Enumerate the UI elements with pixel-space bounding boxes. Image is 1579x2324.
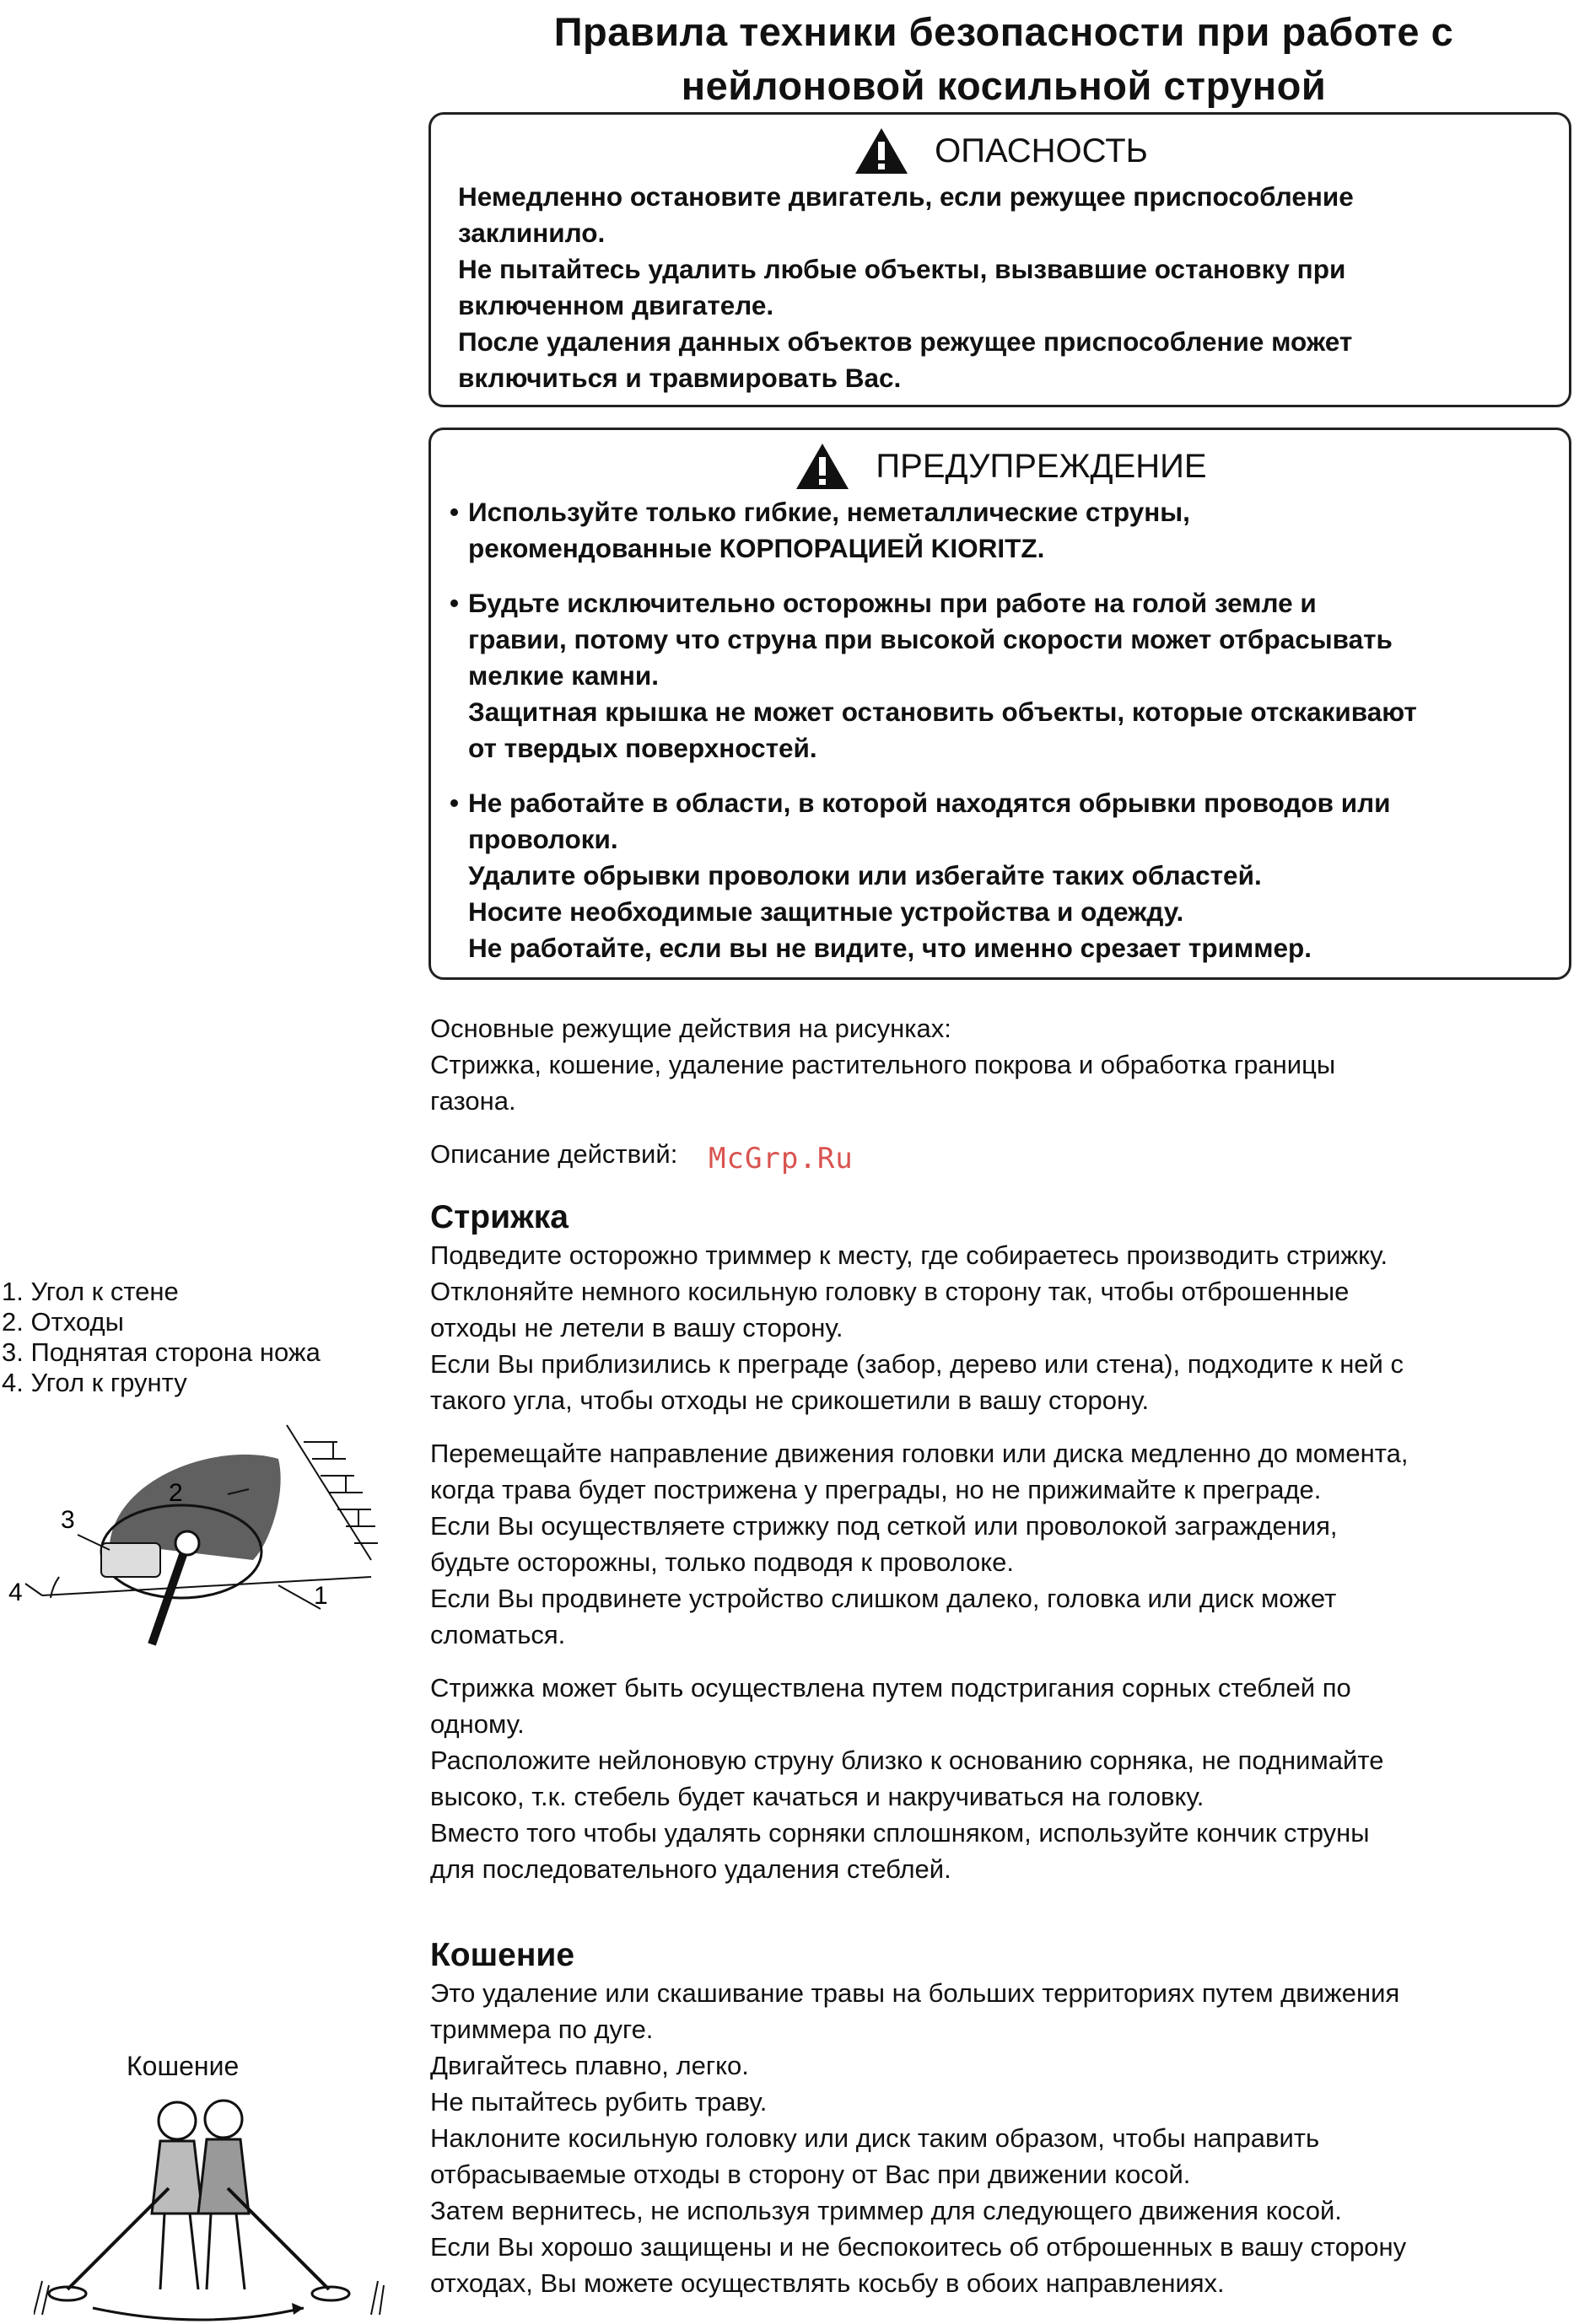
- warning-line: Будьте исключительно осторожны при работе на голой земле и: [468, 588, 1317, 618]
- danger-box: [428, 112, 1571, 407]
- warning-line: рекомендованные КОРПОРАЦИЕЙ KIORITZ.: [468, 533, 1045, 563]
- mowing-section: [430, 1936, 1569, 2318]
- legend-item: 2. Отходы: [2, 1307, 124, 1337]
- legend-item: 1. Угол к стене: [2, 1277, 179, 1306]
- section-heading: Стрижка: [430, 1199, 569, 1235]
- callout-1: 1: [314, 1582, 328, 1610]
- paragraph: Перемещайте направление движения головки или диска медленно до момента, когда трава будет пострижена у преграды, но не прижимайте к преграде. Если Вы осуществляете стрижку под сеткой или проволокой заграждения, будьте осторожны, только подводя к проволоке. Если Вы продвинете устройство слишком далеко, головка или диск может сломаться.: [430, 1439, 1409, 1649]
- callout-4: 4: [8, 1579, 23, 1606]
- title-line: Правила техники безопасности при работе с: [553, 9, 1454, 54]
- page-title: [430, 5, 1577, 113]
- wall-shape: [287, 1425, 378, 1560]
- paragraph: Подведите осторожно триммер к месту, где собираетесь производить стрижку. Отклоняйте немного косильную головку в сторону так, чтобы отброшенные отходы не летели в вашу сторону. Если Вы приблизились к преграде (забор, дерево или стена), подходите к ней с такого угла, чтобы отходы не срикошетили в вашу сторону.: [430, 1240, 1404, 1415]
- intro-line: газона.: [430, 1086, 516, 1116]
- intro-line: Основные режущие действия на рисунках:: [430, 1014, 951, 1043]
- warning-bullet: • Используйте только гибкие, неметаллические струны, рекомендованные КОРПОРАЦИЕЙ KIORITZ.: [450, 494, 1552, 567]
- warning-line: Носите необходимые защитные устройства и одежду.: [468, 896, 1184, 927]
- callout-2: 2: [169, 1479, 183, 1507]
- warning-triangle-icon: [854, 126, 909, 175]
- warning-line: от твердых поверхностей.: [468, 733, 817, 763]
- danger-line: включиться и травмировать Вас.: [458, 363, 902, 393]
- mowing-illustration: [34, 2087, 388, 2324]
- danger-line: После удаления данных объектов режущее приспособление может: [458, 326, 1353, 357]
- mowing-figure-label: Кошение: [127, 2051, 240, 2081]
- warning-line: проволоки.: [468, 824, 618, 854]
- arrow-head-icon: [292, 2303, 304, 2315]
- legend-item: 4. Угол к грунту: [2, 1368, 187, 1397]
- warning-line: Не работайте, если вы не видите, что именно срезает триммер.: [468, 933, 1312, 963]
- warning-triangle-icon: [795, 442, 850, 491]
- warning-line: Используйте только гибкие, неметаллические струны,: [468, 497, 1190, 527]
- warning-line: Защитная крышка не может остановить объекты, которые отскакивают: [468, 697, 1417, 727]
- trimming-section: [430, 1198, 1569, 1904]
- warning-heading-label: ПРЕДУПРЕЖДЕНИЕ: [876, 448, 1207, 485]
- danger-line: включенном двигателе.: [458, 290, 774, 320]
- warning-box: [428, 428, 1571, 980]
- arc-arrow-icon: [93, 2308, 304, 2320]
- legend-item: 3. Поднятая сторона ножа: [2, 1337, 321, 1367]
- intro-desc: Описание действий:: [430, 1139, 678, 1169]
- warning-line: Не работайте в области, в которой находятся обрывки проводов или: [468, 788, 1391, 818]
- worker-figure: [198, 2101, 249, 2289]
- warning-bullet: • Будьте исключительно осторожны при работе на голой земле и гравии, потому что струна при высокой скорости может отбрасывать мелкие камни. Защитная крышка не может остановить объекты, которые отскакивают от твердых поверхностей.: [450, 585, 1552, 767]
- figure-legend: [2, 1277, 321, 1398]
- warning-bullet: • Не работайте в области, в которой находятся обрывки проводов или проволоки. Удалите обрывки проволоки или избегайте таких областей. Носите необходимые защитные устройства и одежду. Не работайте, если вы не видите, что именно срезает триммер.: [450, 785, 1552, 966]
- warning-line: гравии, потому что струна при высокой скорости может отбрасывать: [468, 624, 1393, 654]
- title-line: нейлоновой косильной струной: [681, 63, 1327, 108]
- warning-line: мелкие камни.: [468, 660, 659, 691]
- section-heading: Кошение: [430, 1937, 575, 1973]
- trimming-illustration: [0, 1408, 388, 1661]
- paragraph: Стрижка может быть осуществлена путем подстригания сорных стеблей по одному. Расположите нейлоновую струну близко к основанию сорняка, не поднимайте высоко, т.к. стебель будет качаться и накручиваться на головку. Вместо того чтобы удалять сорняки сплошняком, используйте кончик струны для последовательного удаления стеблей.: [430, 1673, 1384, 1884]
- trimmer-head: [312, 2287, 349, 2300]
- warning-line: Удалите обрывки проволоки или избегайте таких областей.: [468, 860, 1262, 890]
- warning-heading: [450, 442, 1552, 491]
- danger-line: Немедленно остановите двигатель, если режущее приспособление: [458, 181, 1354, 212]
- callout-3: 3: [61, 1506, 75, 1534]
- trimmer-shaft: [67, 2188, 169, 2289]
- hub-shape: [175, 1531, 199, 1555]
- intro-line: Стрижка, кошение, удаление растительного покрова и обработка границы: [430, 1050, 1336, 1079]
- paragraph: Это удаление или скашивание травы на больших территориях путем движения триммера по дуге. Двигайтесь плавно, легко. Не пытайтесь рубить траву. Наклоните косильную головку или диск таким образом, чтобы направить отбрасываемые отходы в сторону от Вас при движении косой. Затем вернитесь, не используя триммер для следующего движения косой. Если Вы хорошо защищены и не беспокоитесь об отброшенных в вашу сторону отходах, Вы можете осуществлять косьбу в обоих направлениях.: [430, 1978, 1407, 2298]
- danger-text: [458, 179, 1552, 396]
- danger-line: заклинило.: [458, 218, 606, 248]
- guard-shape: [101, 1543, 160, 1577]
- danger-heading-label: ОПАСНОСТЬ: [935, 132, 1148, 169]
- danger-heading: [450, 126, 1552, 175]
- watermark: McGrp.Ru: [709, 1142, 854, 1175]
- danger-line: Не пытайтесь удалить любые объекты, вызвавшие остановку при: [458, 254, 1346, 284]
- intro-section: [430, 1010, 1569, 1189]
